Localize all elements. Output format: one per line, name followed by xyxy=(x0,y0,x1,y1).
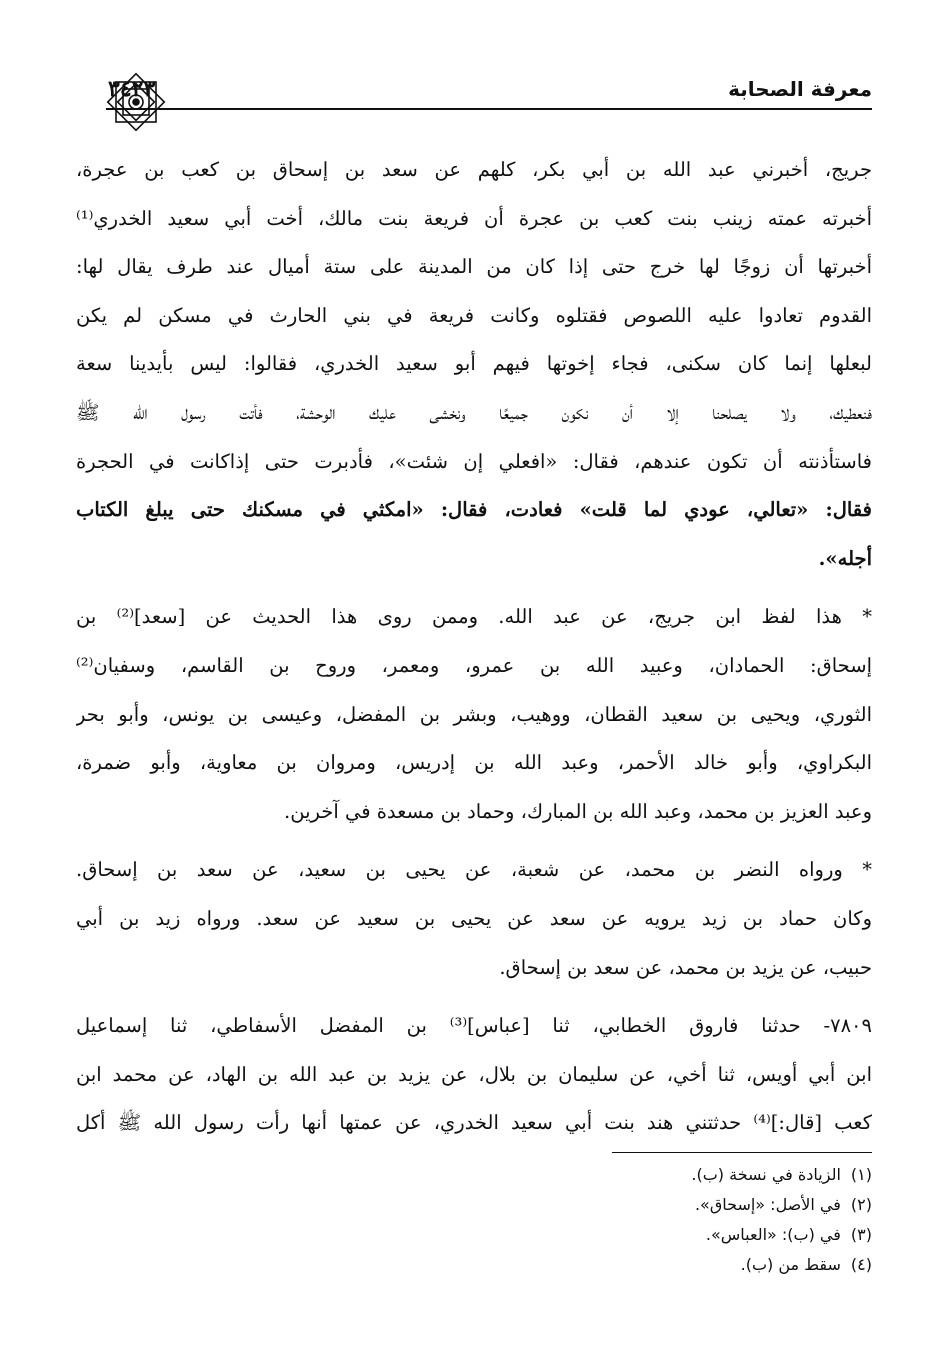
text-line: جريج، أخبرني عبد الله بن أبي بكر، كلهم عن سعد بن إسحاق بن كعب بن عجرة، xyxy=(76,158,872,181)
text-line: فقال: «تعالي، عودي لما قلت» فعادت، فقال: «امكثي في مسكنك حتى يبلغ الكتاب xyxy=(76,498,872,522)
text-line: لبعلها إنما كان سكنى، فجاء إخوتها فيهم أبو سعيد الخدري، فقالوا: ليس بأيدينا سعة xyxy=(76,352,872,376)
text-line: البكراوي، وأبو خالد الأحمر، وعبد الله بن إدريس، ومروان بن معاوية، وأبو ضمرة، xyxy=(76,751,872,775)
footnote-number: (١) xyxy=(850,1165,872,1184)
main-text xyxy=(76,146,872,1148)
footnote xyxy=(272,1190,872,1220)
footnotes xyxy=(272,1160,872,1280)
paragraph-hadith-text xyxy=(76,146,872,583)
page-header xyxy=(108,72,872,106)
text-line: حبيب، عن يزيد بن محمد، عن سعد بن إسحاق. xyxy=(499,955,872,979)
footnote-text: سقط من (ب). xyxy=(740,1255,841,1274)
header-rule xyxy=(106,108,872,110)
text-line: فاستأذنته أن تكون عندهم، فقال: «افعلي إن شئت»، فأدبرت حتى إذاكانت في الحجرة xyxy=(76,449,872,473)
footnote-number: (٣) xyxy=(850,1225,872,1244)
text-line: القدوم تعادوا عليه اللصوص فقتلوه وكانت فريعة في بني الحارث في مسكن لم يكن xyxy=(76,303,872,327)
footnote-text: الزيادة في نسخة (ب). xyxy=(691,1165,841,1184)
footnote-number: (٢) xyxy=(850,1195,872,1214)
text-line: الثوري، ويحيى بن سعيد القطان، ووهيب، وبشر بن المفضل، وعيسى بن يونس، وأبو بحر xyxy=(76,702,872,726)
paragraph-other-chains xyxy=(76,846,872,992)
text-line: إسحاق: الحمادان، وعبيد الله بن عمرو، ومعمر، وروح بن القاسم، وسفيان⁽²⁾ xyxy=(76,653,872,677)
footnote-text: في (ب): «العباس». xyxy=(705,1225,841,1244)
footnote-text: في الأصل: «إسحاق». xyxy=(694,1195,841,1214)
text-line: كعب [قال:]⁽⁴⁾ حدثتني هند بنت أبي سعيد الخدري، عن عمتها أنها رأت رسول الله ﷺ أكل xyxy=(76,1111,872,1135)
book-title: معرفة الصحابة xyxy=(728,77,872,101)
text-line: وعبد العزيز بن محمد، وعبد الله بن المبارك، وحماد بن مسعدة في آخرين. xyxy=(284,799,872,823)
paragraph-narrators xyxy=(76,593,872,836)
text-line: * ورواه النضر بن محمد، عن شعبة، عن يحيى بن سعيد، عن سعد بن إسحاق. xyxy=(76,858,872,882)
text-line: أخبرتها أن زوجًا لها خرج حتى إذا كان من المدينة على ستة أميال عند طرف يقال لها: xyxy=(76,255,872,279)
text-line: وكان حماد بن زيد يرويه عن سعد عن يحيى بن سعيد عن سعد. ورواه زيد بن أبي xyxy=(76,906,872,930)
footnote xyxy=(272,1220,872,1250)
text-line: ٧٨٠٩- حدثنا فاروق الخطابي، ثنا [عباس]⁽³⁾ بن المفضل الأسفاطي، ثنا إسماعيل xyxy=(76,1014,872,1038)
paragraph-hadith-7809 xyxy=(76,1002,872,1148)
footnote xyxy=(272,1160,872,1190)
page-number: ٣٤٢٣ xyxy=(108,76,156,102)
footnote-number: (٤) xyxy=(850,1255,872,1274)
footnote xyxy=(272,1250,872,1280)
text-line: فنعطيك، ولا يصلحنا إلا أن نكون جميعًا ونخشى عليك الوحشة، فأتت رسول الله ﷺ xyxy=(76,400,872,424)
footnote-rule xyxy=(612,1152,872,1153)
text-line: أخبرته عمته زينب بنت كعب بن عجرة أن فريعة بنت مالك، أخت أبي سعيد الخدري⁽¹⁾ xyxy=(76,206,872,230)
text-line: ابن أبي أويس، ثنا أخي، عن سليمان بن بلال، عن يزيد بن عبد الله بن الهاد، عن محمد ابن xyxy=(76,1062,872,1086)
text-line: أجله». xyxy=(818,546,872,570)
text-line: * هذا لفظ ابن جريج، عن عبد الله. وممن روى هذا الحديث عن [سعد]⁽²⁾ بن xyxy=(76,605,872,629)
